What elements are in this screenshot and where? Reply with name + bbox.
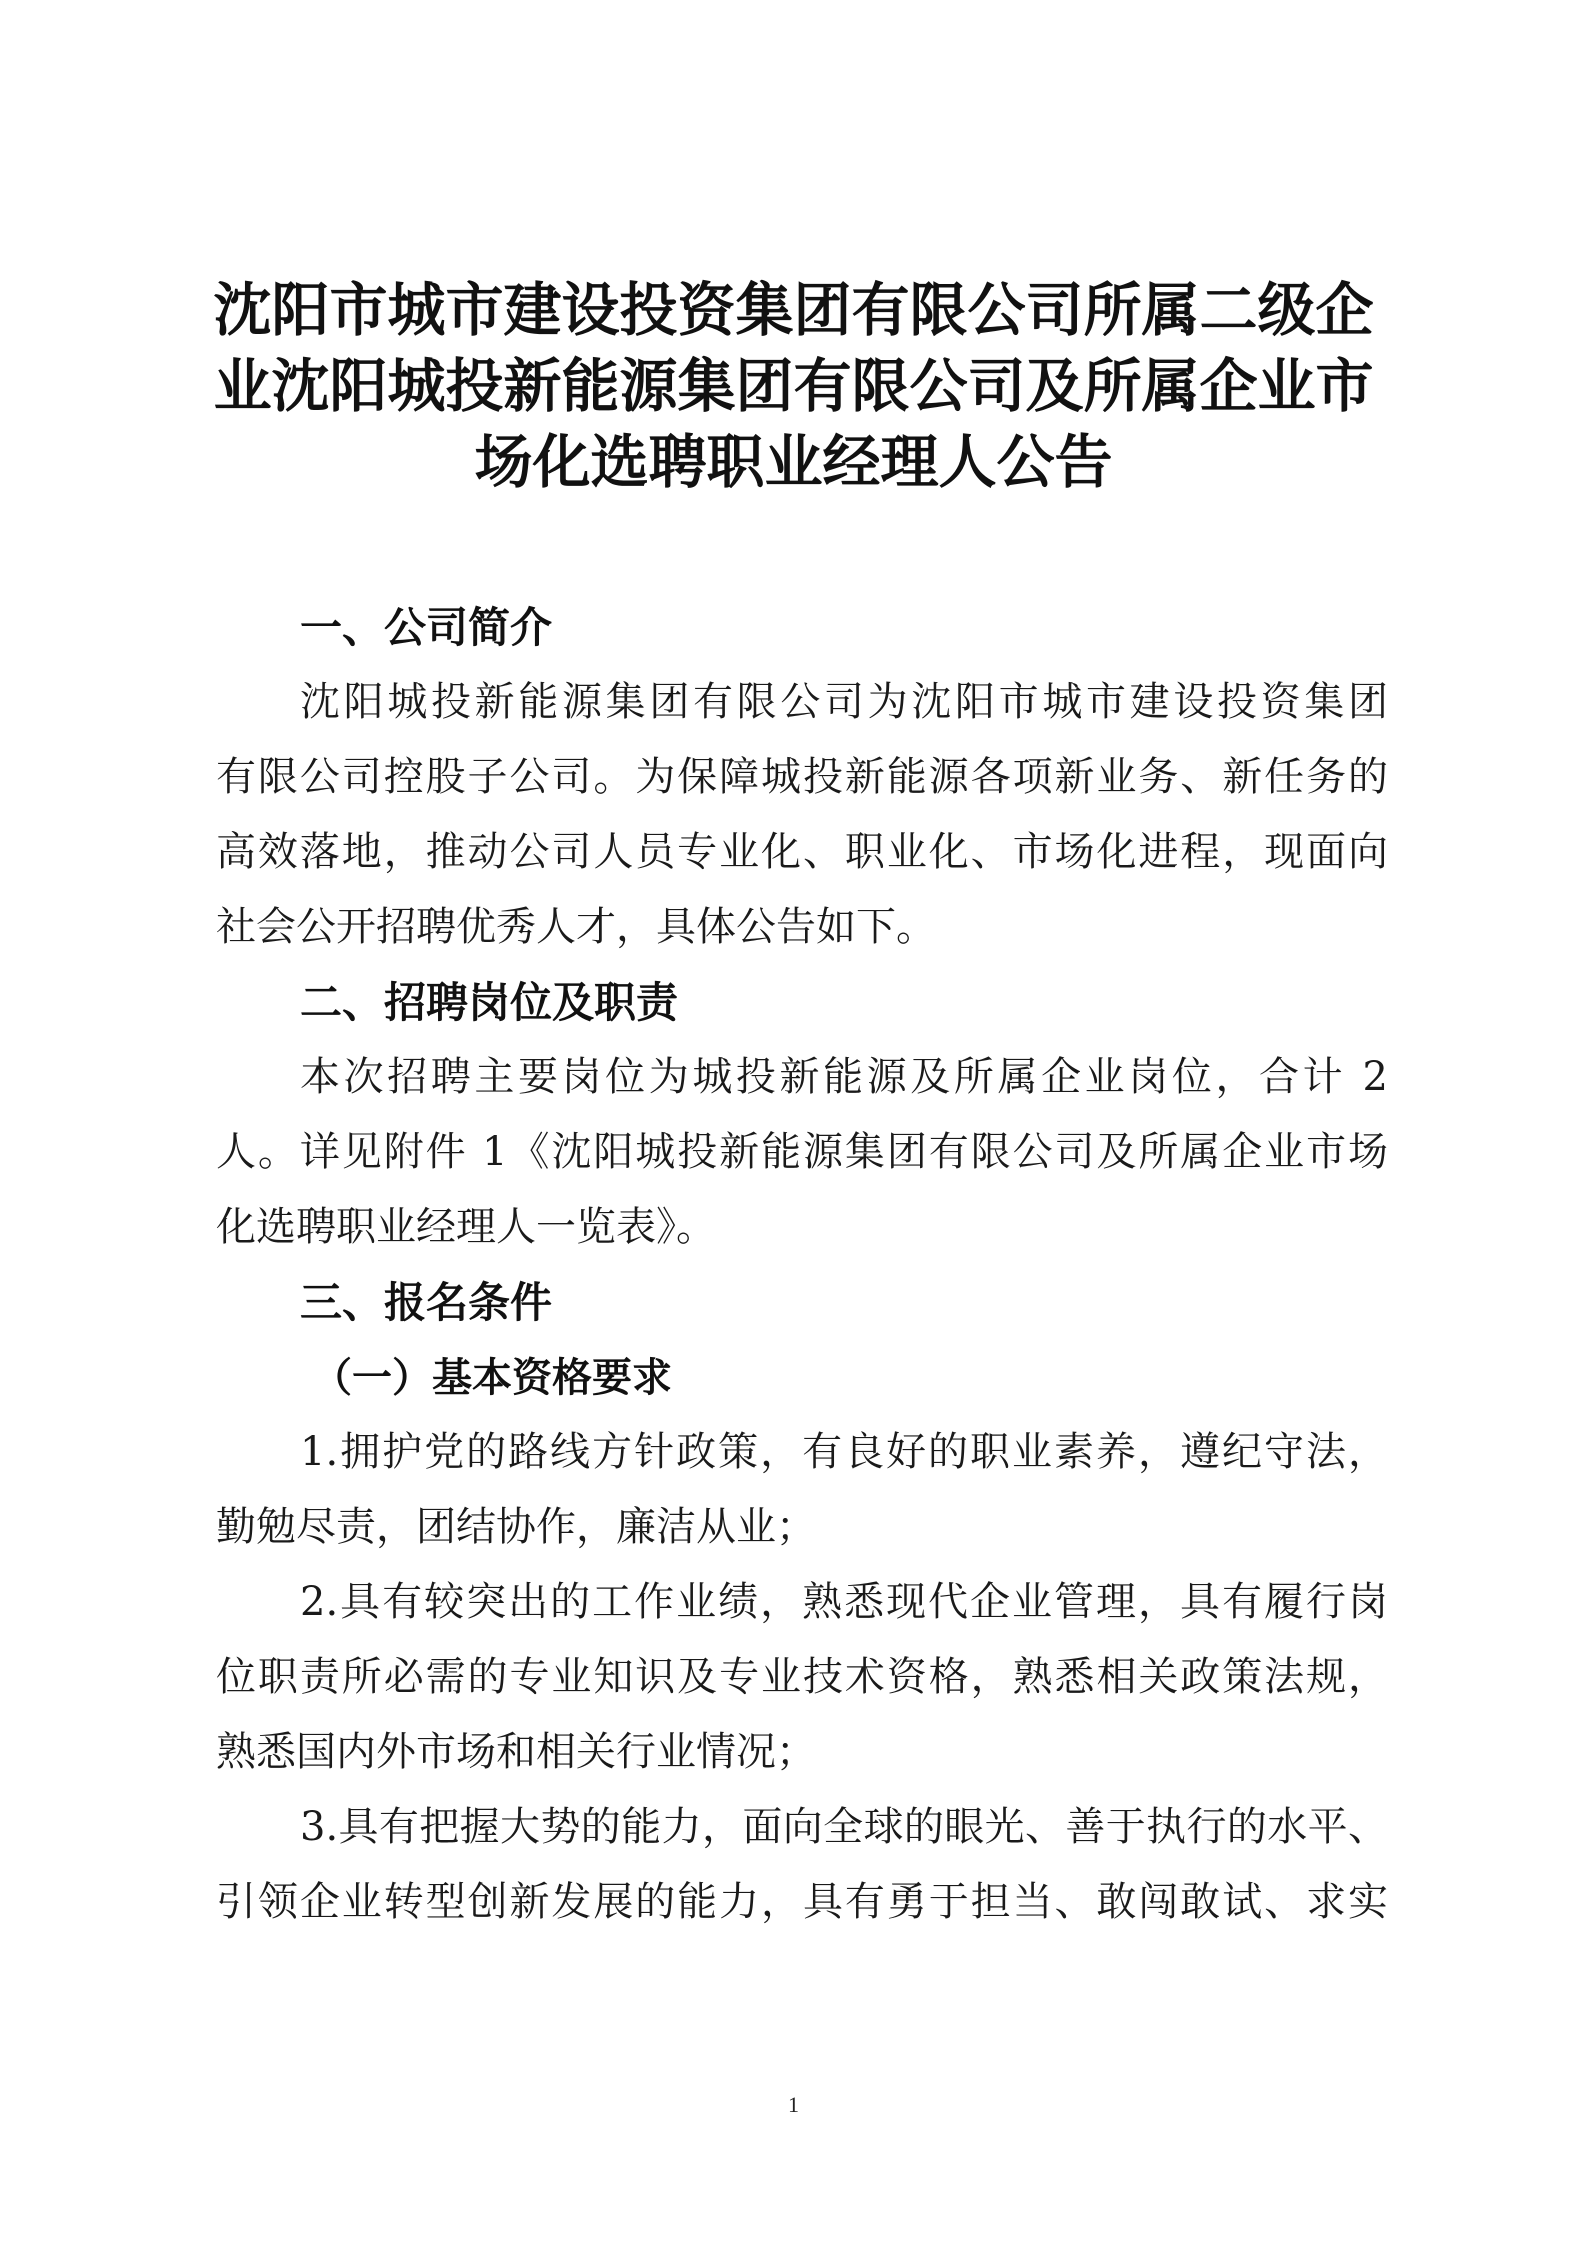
page-number: 1 <box>788 2092 799 2117</box>
text-line: 1.拥护党的路线方针政策，有良好的职业素养，遵纪守法， <box>300 1429 1388 1475</box>
subsection-heading-basic-requirements: （一）基本资格要求 <box>312 1354 672 1401</box>
title-line-1: 沈阳市城市建设投资集团有限公司所属二级企 <box>213 276 1374 344</box>
positions-paragraph <box>216 1040 1388 1265</box>
title-line-3: 场化选聘职业经理人公告 <box>474 428 1113 496</box>
text-line: 熟悉国内外市场和相关行业情况； <box>216 1729 816 1775</box>
section-heading-requirements: 三、报名条件 <box>300 1278 553 1327</box>
requirement-item-1 <box>216 1415 1388 1565</box>
section-heading-company-intro: 一、公司简介 <box>300 603 553 652</box>
requirement-item-3 <box>216 1790 1388 1940</box>
text-line: 高效落地，推动公司人员专业化、职业化、市场化进程，现面向 <box>216 829 1388 875</box>
text-line: 社会公开招聘优秀人才，具体公告如下。 <box>216 904 936 950</box>
text-line: 位职责所必需的专业知识及专业技术资格，熟悉相关政策法规， <box>216 1654 1388 1700</box>
title-line-2: 业沈阳城投新能源集团有限公司及所属企业市 <box>213 352 1374 420</box>
text-line: 人。详见附件 1《沈阳城投新能源集团有限公司及所属企业市场 <box>216 1129 1388 1175</box>
text-line: 本次招聘主要岗位为城投新能源及所属企业岗位，合计 2 <box>300 1054 1388 1100</box>
text-line: 3.具有把握大势的能力，面向全球的眼光、善于执行的水平、 <box>300 1804 1388 1850</box>
text-line: 引领企业转型创新发展的能力，具有勇于担当、敢闯敢试、求实 <box>216 1879 1388 1925</box>
company-intro-paragraph <box>216 665 1388 965</box>
document-body <box>216 590 1388 1940</box>
text-line: 化选聘职业经理人一览表》。 <box>216 1204 716 1250</box>
requirement-item-2 <box>216 1565 1388 1790</box>
text-line: 勤勉尽责，团结协作，廉洁从业； <box>216 1504 816 1550</box>
text-line: 2.具有较突出的工作业绩，熟悉现代企业管理，具有履行岗 <box>300 1579 1388 1625</box>
document-title <box>200 272 1387 500</box>
text-line: 有限公司控股子公司。为保障城投新能源各项新业务、新任务的 <box>216 754 1388 800</box>
section-heading-positions: 二、招聘岗位及职责 <box>300 978 679 1027</box>
text-line: 沈阳城投新能源集团有限公司为沈阳市城市建设投资集团 <box>300 679 1388 725</box>
